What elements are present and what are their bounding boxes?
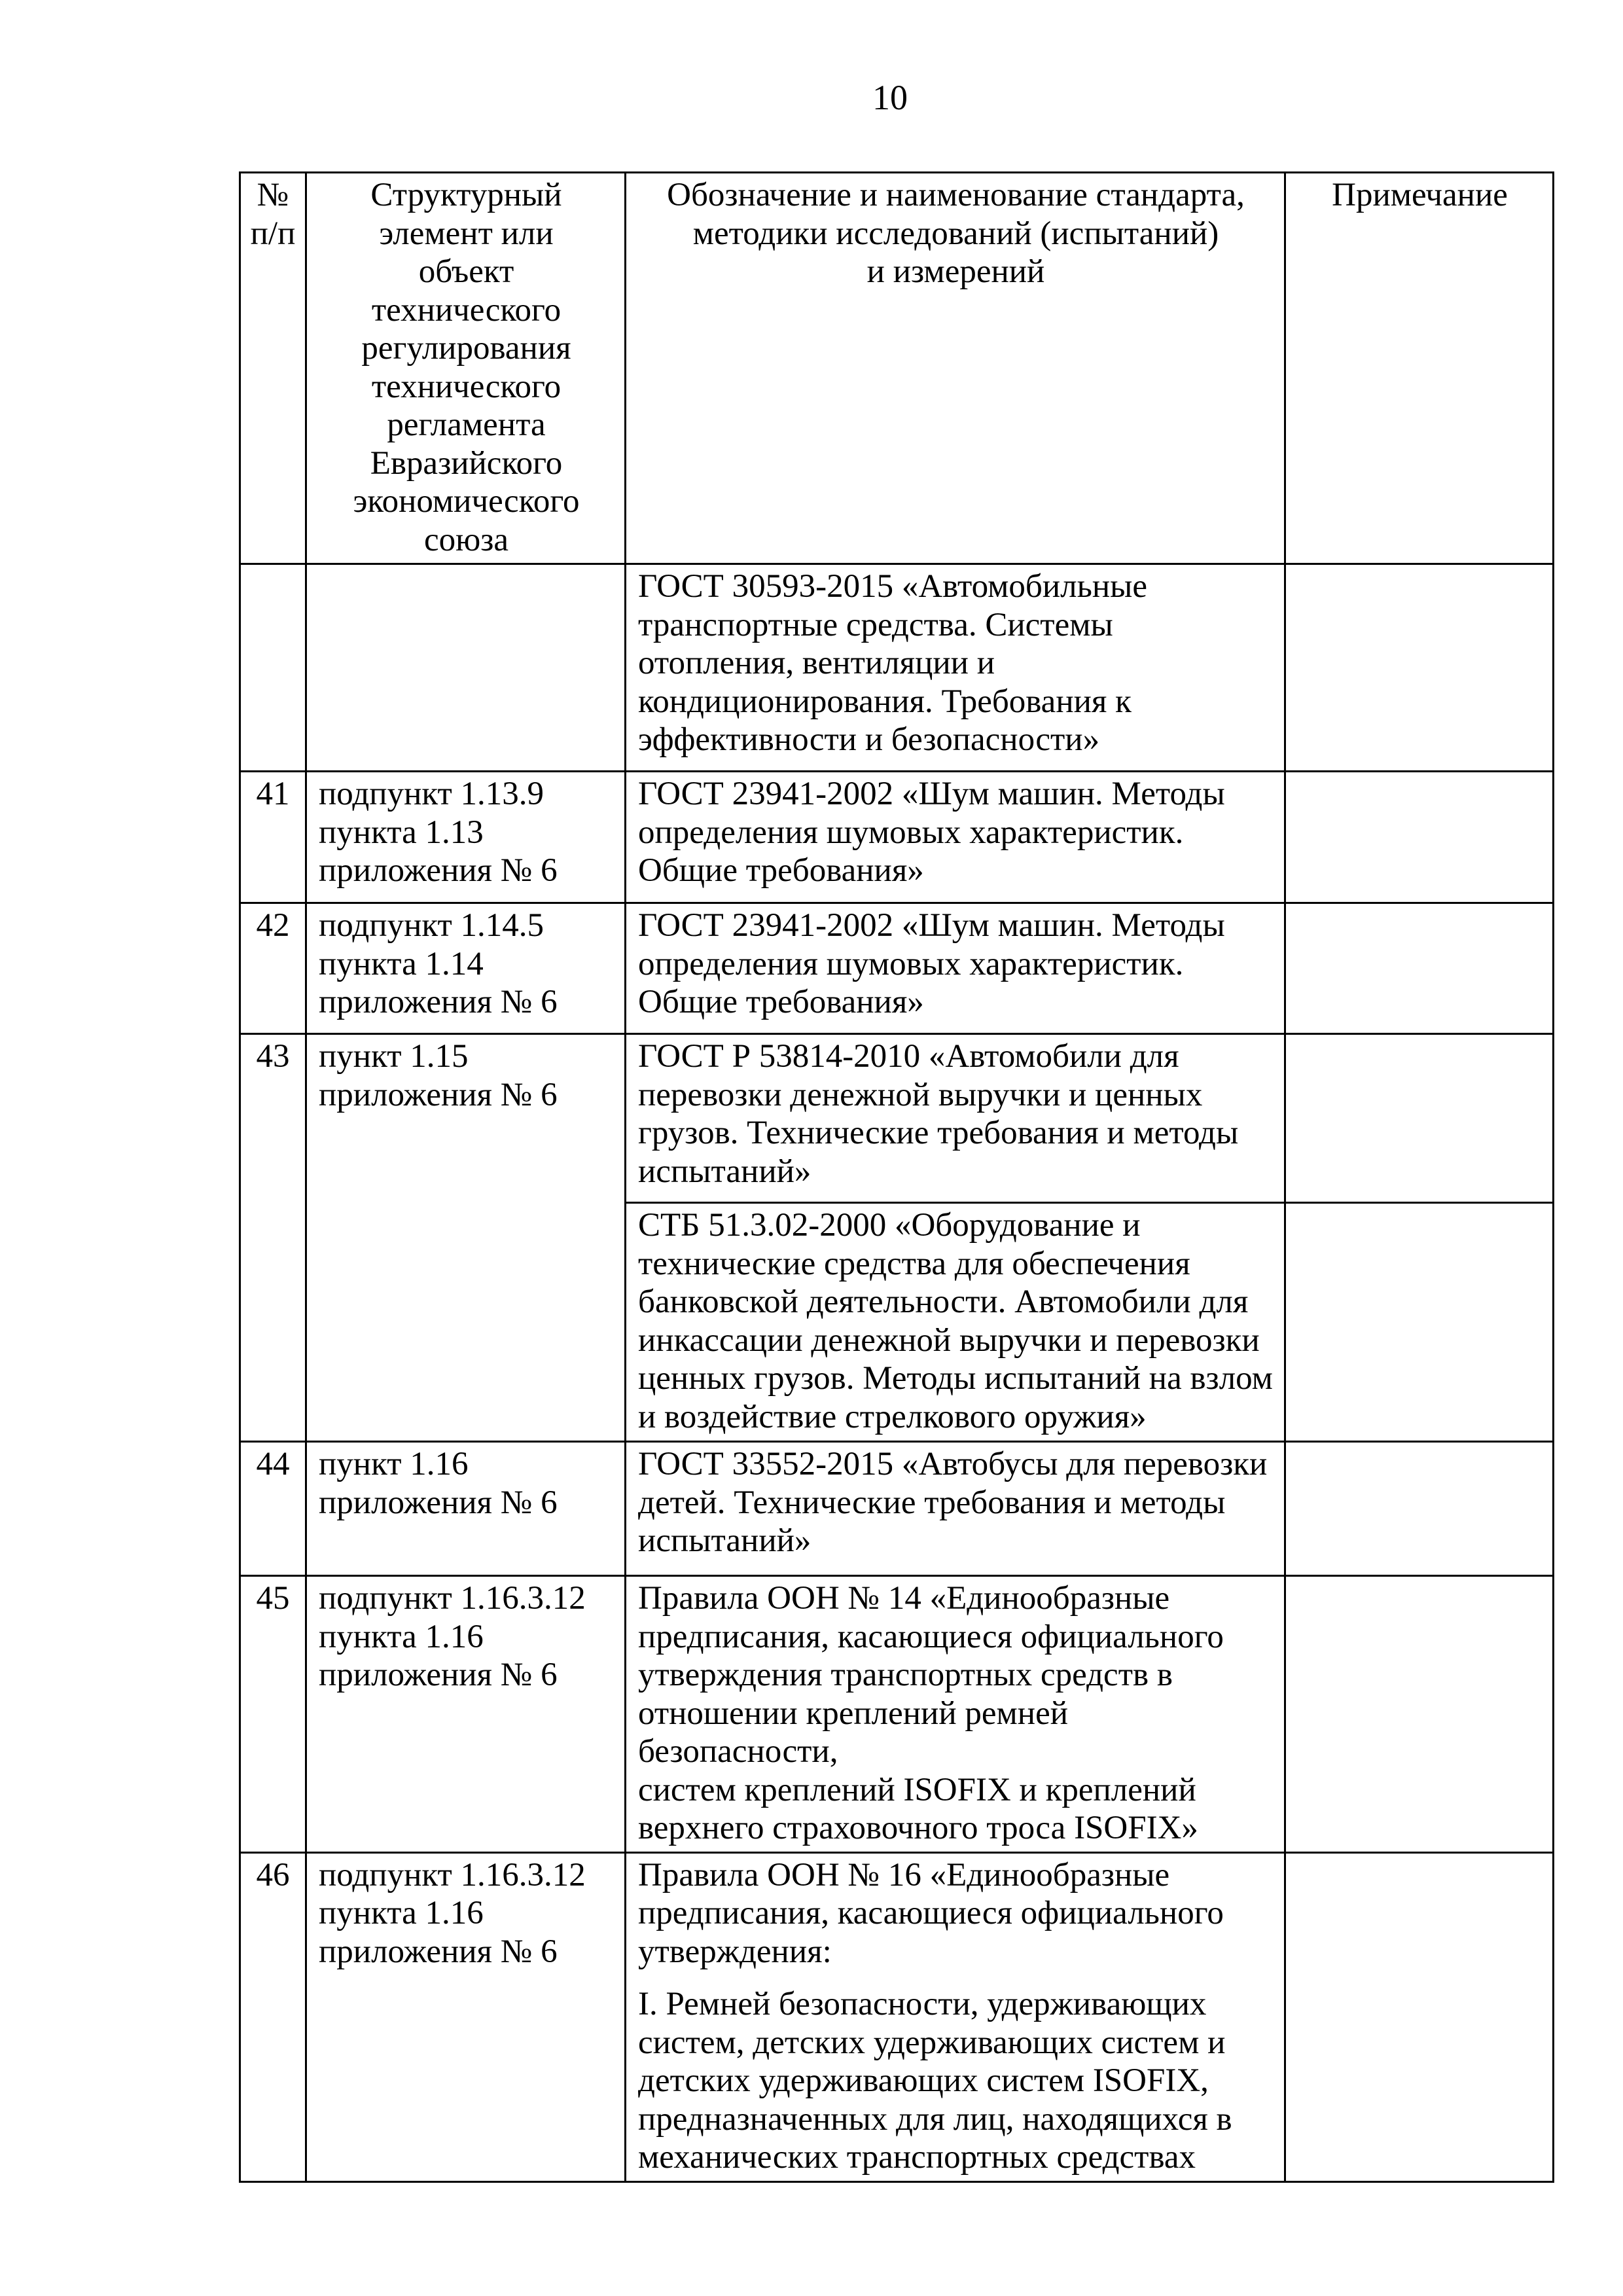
row-num: 42 <box>240 903 306 1034</box>
header-standard: Обозначение и наименование стандарта, методики исследований (испытаний) и измерений <box>626 173 1285 564</box>
row-note <box>1285 1203 1554 1442</box>
table-row <box>240 772 1554 903</box>
row-element: подпункт 1.13.9 пункта 1.13 приложения № 6 <box>306 772 626 903</box>
row-num: 44 <box>240 1442 306 1576</box>
header-note: Примечание <box>1285 173 1554 564</box>
table-row <box>240 1442 1554 1576</box>
row-standard-continuation: I. Ремней безопасности, удерживающих систем, детских удерживающих систем и детских удерживающих систем ISOFIX, предназначенных для лиц, находящихся в механических транспортных средствах <box>638 1986 1232 2176</box>
table-row <box>240 1576 1554 1853</box>
row-element: подпункт 1.16.3.12 пункта 1.16 приложения № 6 <box>306 1576 626 1853</box>
standards-table <box>239 171 1554 2183</box>
table-row <box>240 903 1554 1034</box>
row-element: подпункт 1.16.3.12 пункта 1.16 приложения № 6 <box>306 1852 626 2181</box>
row-num <box>240 564 306 772</box>
table-row <box>240 1034 1554 1203</box>
table-row <box>240 564 1554 772</box>
header-num: № п/п <box>240 173 306 564</box>
row-standard: ГОСТ 33552-2015 «Автобусы для перевозки детей. Технические требования и методы испытаний» <box>626 1442 1285 1576</box>
row-standard: Правила ООН № 14 «Единообразные предписания, касающиеся официального утверждения транспортных средств в отношении креплений ремней безопасности, систем креплений ISOFIX и креплений верхнего страховочного троса ISOFIX» <box>626 1576 1285 1853</box>
row-note <box>1285 1576 1554 1853</box>
row-element: пункт 1.16 приложения № 6 <box>306 1442 626 1576</box>
row-element: подпункт 1.14.5 пункта 1.14 приложения № 6 <box>306 903 626 1034</box>
row-note <box>1285 564 1554 772</box>
row-note <box>1285 903 1554 1034</box>
row-standard: Правила ООН № 16 «Единообразные предписания, касающиеся официального утверждения: <box>638 1856 1224 1970</box>
table-header-row <box>240 173 1554 564</box>
row-standard-cell <box>626 1852 1285 2181</box>
page-number: 10 <box>872 78 908 117</box>
row-standard: ГОСТ 30593-2015 «Автомобильные транспортные средства. Системы отопления, вентиляции и кондиционирования. Требования к эффективности и безопасности» <box>626 564 1285 772</box>
row-standard: ГОСТ 23941-2002 «Шум машин. Методы определения шумовых характеристик. Общие требования» <box>626 903 1285 1034</box>
row-standard: СТБ 51.3.02-2000 «Оборудование и технические средства для обеспечения банковской деятельности. Автомобили для инкассации денежной выручки и перевозки ценных грузов. Методы испытаний на взлом и воздействие стрелкового оружия» <box>626 1203 1285 1442</box>
row-num: 46 <box>240 1852 306 2181</box>
row-num: 43 <box>240 1034 306 1442</box>
row-num: 41 <box>240 772 306 903</box>
row-element: пункт 1.15 приложения № 6 <box>306 1034 626 1442</box>
table-row <box>240 1852 1554 2181</box>
row-note <box>1285 1852 1554 2181</box>
row-note <box>1285 1034 1554 1203</box>
header-element: Структурный элемент или объект технического регулирования технического регламента Евразийского экономического союза <box>306 173 626 564</box>
row-note <box>1285 772 1554 903</box>
row-num: 45 <box>240 1576 306 1853</box>
row-standard: ГОСТ 23941-2002 «Шум машин. Методы определения шумовых характеристик. Общие требования» <box>626 772 1285 903</box>
row-element <box>306 564 626 772</box>
row-standard: ГОСТ Р 53814-2010 «Автомобили для перевозки денежной выручки и ценных грузов. Технические требования и методы испытаний» <box>626 1034 1285 1203</box>
row-note <box>1285 1442 1554 1576</box>
